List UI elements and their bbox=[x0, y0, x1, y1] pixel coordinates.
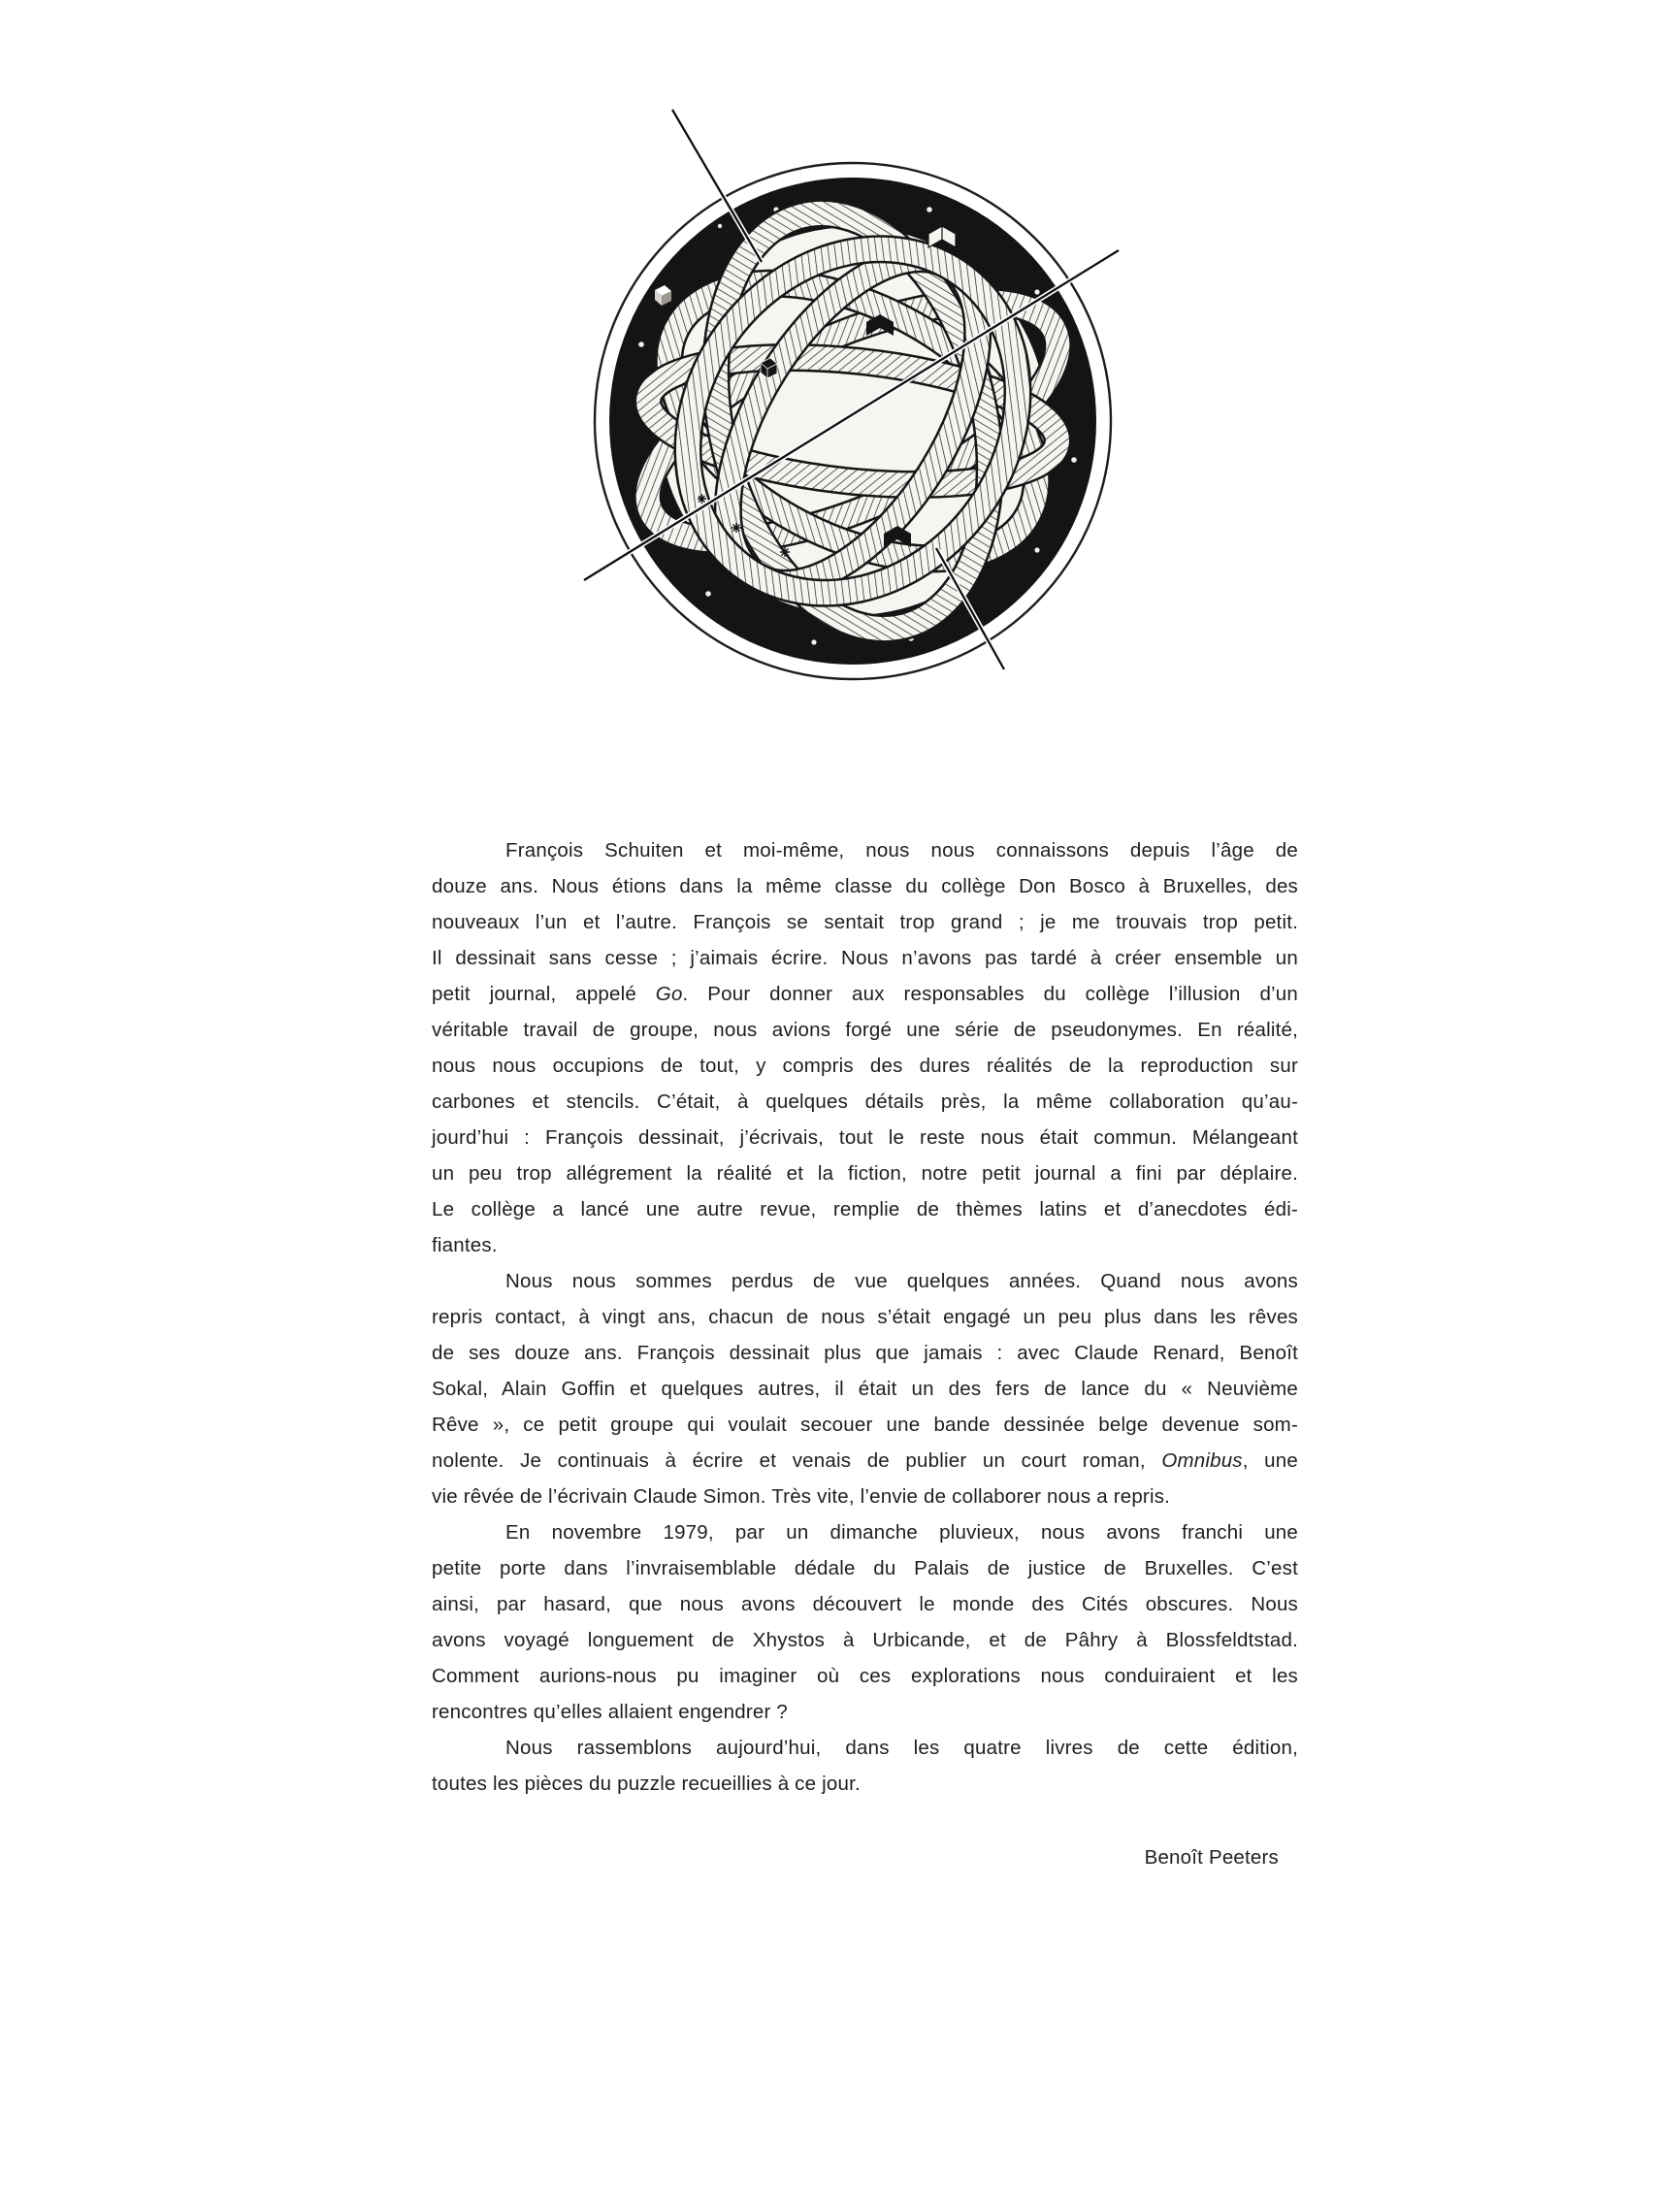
body-text bbox=[432, 832, 1298, 1802]
text-line: nolente. Je continuais à écrire et venais de publier un court roman, Omnibus, une bbox=[432, 1449, 1298, 1472]
text-line: petit journal, appelé Go. Pour donner aux responsables du collège l’illusion d’un bbox=[432, 983, 1298, 1005]
text-line: de ses douze ans. François dessinait plus que jamais : avec Claude Renard, Benoît bbox=[432, 1342, 1298, 1364]
text-line: En novembre 1979, par un dimanche pluvieux, nous avons franchi une bbox=[505, 1521, 1298, 1544]
text-line: François Schuiten et moi-même, nous nous connaissons depuis l’âge de bbox=[505, 839, 1298, 862]
paragraph bbox=[432, 832, 1298, 1263]
text-line: rencontres qu’elles allaient engendrer ? bbox=[432, 1701, 788, 1723]
text-line: nouveaux l’un et l’autre. François se sentait trop grand ; je me trouvais trop petit. bbox=[432, 911, 1298, 933]
text-line: Rêve », ce petit groupe qui voulait secouer une bande dessinée belge devenue som- bbox=[432, 1414, 1298, 1436]
author-signature: Benoît Peeters bbox=[1144, 1846, 1279, 1869]
text-line: carbones et stencils. C’était, à quelques détails près, la même collaboration qu’au- bbox=[432, 1090, 1298, 1113]
paragraph bbox=[432, 1730, 1298, 1802]
text-line: véritable travail de groupe, nous avions forgé une série de pseudonymes. En réalité, bbox=[432, 1019, 1298, 1041]
text-line: Nous rassemblons aujourd’hui, dans les quatre livres de cette édition, bbox=[505, 1737, 1298, 1759]
text-line: nous nous occupions de tout, y compris des dures réalités de la reproduction sur bbox=[432, 1055, 1298, 1077]
text-line: douze ans. Nous étions dans la même classe du collège Don Bosco à Bruxelles, des bbox=[432, 875, 1298, 897]
paragraph bbox=[432, 1263, 1298, 1514]
text-line: un peu trop allégrement la réalité et la fiction, notre petit journal a fini par déplaire. bbox=[432, 1162, 1298, 1185]
text-line: Comment aurions-nous pu imaginer où ces explorations nous conduiraient et les bbox=[432, 1665, 1298, 1687]
text-line: toutes les pièces du puzzle recueillies à ce jour. bbox=[432, 1773, 861, 1795]
text-line: fiantes. bbox=[432, 1234, 498, 1256]
paragraph bbox=[432, 1514, 1298, 1730]
text-line: jourd’hui : François dessinait, j’écrivais, tout le reste nous était commun. Mélangeant bbox=[432, 1126, 1298, 1149]
text-line: petite porte dans l’invraisemblable dédale du Palais de justice de Bruxelles. C’est bbox=[432, 1557, 1298, 1579]
text-line: Nous nous sommes perdus de vue quelques années. Quand nous avons bbox=[505, 1270, 1298, 1292]
text-line: repris contact, à vingt ans, chacun de nous s’était engagé un peu plus dans les rêves bbox=[432, 1306, 1298, 1328]
text-line: ainsi, par hasard, que nous avons découvert le monde des Cités obscures. Nous bbox=[432, 1593, 1298, 1615]
text-line: vie rêvée de l’écrivain Claude Simon. Très vite, l’envie de collaborer nous a repris. bbox=[432, 1485, 1171, 1508]
ribbon-sphere-illustration bbox=[533, 97, 1173, 737]
text-line: Sokal, Alain Goffin et quelques autres, il était un des fers de lance du « Neuvième bbox=[432, 1378, 1298, 1400]
text-line: avons voyagé longuement de Xhystos à Urbicande, et de Pâhry à Blossfeldtstad. bbox=[432, 1629, 1298, 1651]
text-line: Le collège a lancé une autre revue, remplie de thèmes latins et d’anecdotes édi- bbox=[432, 1198, 1298, 1220]
text-line: Il dessinait sans cesse ; j’aimais écrire. Nous n’avons pas tardé à créer ensemble un bbox=[432, 947, 1298, 969]
